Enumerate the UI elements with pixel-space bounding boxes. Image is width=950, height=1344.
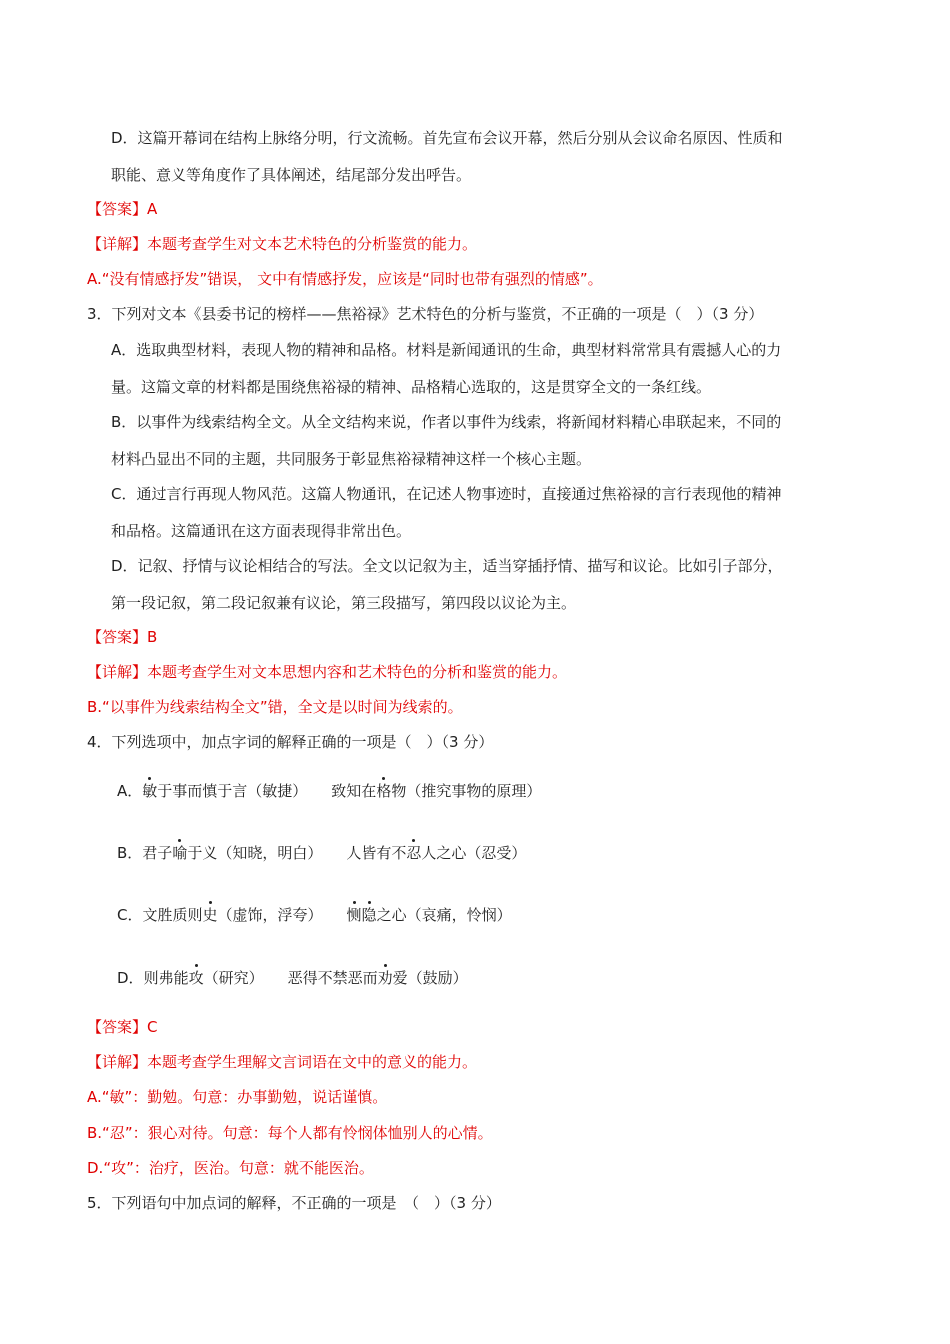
q3-line: D．记叙、抒情与议论相结合的写法。全文以记叙为主，适当穿插抒情、描写和议论。比如引子部分， xyxy=(111,557,783,575)
q4-stem: 4．下列选项中，加点字词的解释正确的一项是（ ）（3 分） xyxy=(87,733,494,751)
q4-option-a xyxy=(117,781,541,801)
text: 文胜质则 xyxy=(142,906,203,924)
text: 则弗能 xyxy=(143,969,189,987)
q3-line: 和品格。这篇通讯在这方面表现得非常出色。 xyxy=(111,522,412,540)
emphasized-char: 敏 xyxy=(142,782,158,800)
q3-detail: 【详解】本题考查学生对文本思想内容和艺术特色的分析和鉴赏的能力。 xyxy=(87,663,568,681)
q3-line: A．选取典型材料，表现人物的精神和品格。材料是新闻通讯的生命，典型材料常常具有震撼人心的力 xyxy=(111,341,782,359)
q3-line: B．以事件为线索结构全文。从全文结构来说，作者以事件为线索，将新闻材料精心串联起来，不同的 xyxy=(111,413,782,431)
emphasized-char: 恻 xyxy=(346,906,362,924)
option-letter: C． xyxy=(117,906,143,924)
q3-answer: 【答案】B xyxy=(87,628,158,646)
text: （虚饰，浮夸） xyxy=(217,906,323,924)
q2-option-d-line2: 职能、意义等角度作了具体阐述，结尾部分发出呼告。 xyxy=(111,166,472,184)
text: 物（推究事物的原理） xyxy=(391,782,542,800)
q4-explain: B.“忍”：狠心对待。句意：每个人都有怜悯体恤别人的心情。 xyxy=(87,1124,493,1142)
q3-explain: B.“以事件为线索结构全文”错，全文是以时间为线索的。 xyxy=(87,698,463,716)
q3-line: 材料凸显出不同的主题，共同服务于彰显焦裕禄精神这样一个核心主题。 xyxy=(111,450,592,468)
emphasized-char: 喻 xyxy=(172,844,188,862)
q2-explain: A.“没有情感抒发”错误， 文中有情感抒发，应该是“同时也带有强烈的情感”。 xyxy=(87,270,603,288)
q4-option-b xyxy=(117,843,526,863)
option-letter: A． xyxy=(117,782,143,800)
text: 君子 xyxy=(142,844,173,862)
q4-detail: 【详解】本题考查学生理解文言词语在文中的意义的能力。 xyxy=(87,1053,478,1071)
q2-option-d-line1: D．这篇开幕词在结构上脉络分明，行文流畅。首先宣布会议开幕，然后分别从会议命名原因、性质和 xyxy=(111,129,783,147)
emphasized-char: 劝 xyxy=(377,969,393,987)
text: 于义（知晓，明白） xyxy=(187,844,323,862)
q5-stem: 5．下列语句中加点词的解释，不正确的一项是 （ ）（3 分） xyxy=(87,1194,501,1212)
text: 人之心（忍受） xyxy=(421,844,527,862)
option-letter: D． xyxy=(117,969,144,987)
emphasized-char: 格 xyxy=(376,782,392,800)
q3-line: C．通过言行再现人物风范。这篇人物通讯，在记述人物事迹时，直接通过焦裕禄的言行表现他的精神 xyxy=(111,485,782,503)
option-letter: B． xyxy=(117,844,143,862)
q4-option-d xyxy=(117,968,468,988)
q4-answer: 【答案】C xyxy=(87,1018,158,1036)
q3-stem: 3．下列对文本《县委书记的榜样——焦裕禄》艺术特色的分析与鉴赏，不正确的一项是（ ）（3 分） xyxy=(87,305,764,323)
q4-explain: A.“敏”：勤勉。句意：办事勤勉，说话谨慎。 xyxy=(87,1088,388,1106)
q3-line: 量。这篇文章的材料都是围绕焦裕禄的精神、品格精心选取的，这是贯穿全文的一条红线。 xyxy=(111,378,712,396)
text: 致知在 xyxy=(331,782,377,800)
text: 人皆有不 xyxy=(346,844,407,862)
q2-detail: 【详解】本题考查学生对文本艺术特色的分析鉴赏的能力。 xyxy=(87,235,478,253)
emphasized-char: 忍 xyxy=(406,844,422,862)
emphasized-char: 史 xyxy=(202,906,218,924)
text: 恶得不禁恶而 xyxy=(287,969,378,987)
text: （研究） xyxy=(203,969,264,987)
q4-option-c xyxy=(117,905,512,925)
q2-answer: 【答案】A xyxy=(87,200,158,218)
text: 爱（鼓励） xyxy=(392,969,468,987)
text: 之心（哀痛，怜悯） xyxy=(376,906,512,924)
emphasized-char: 攻 xyxy=(188,969,204,987)
emphasized-char: 隐 xyxy=(361,906,377,924)
q4-explain: D.“攻”：治疗，医治。句意：就不能医治。 xyxy=(87,1159,374,1177)
q3-line: 第一段记叙，第二段记叙兼有议论，第三段描写，第四段以议论为主。 xyxy=(111,594,577,612)
text: 于事而慎于言（敏捷） xyxy=(157,782,308,800)
